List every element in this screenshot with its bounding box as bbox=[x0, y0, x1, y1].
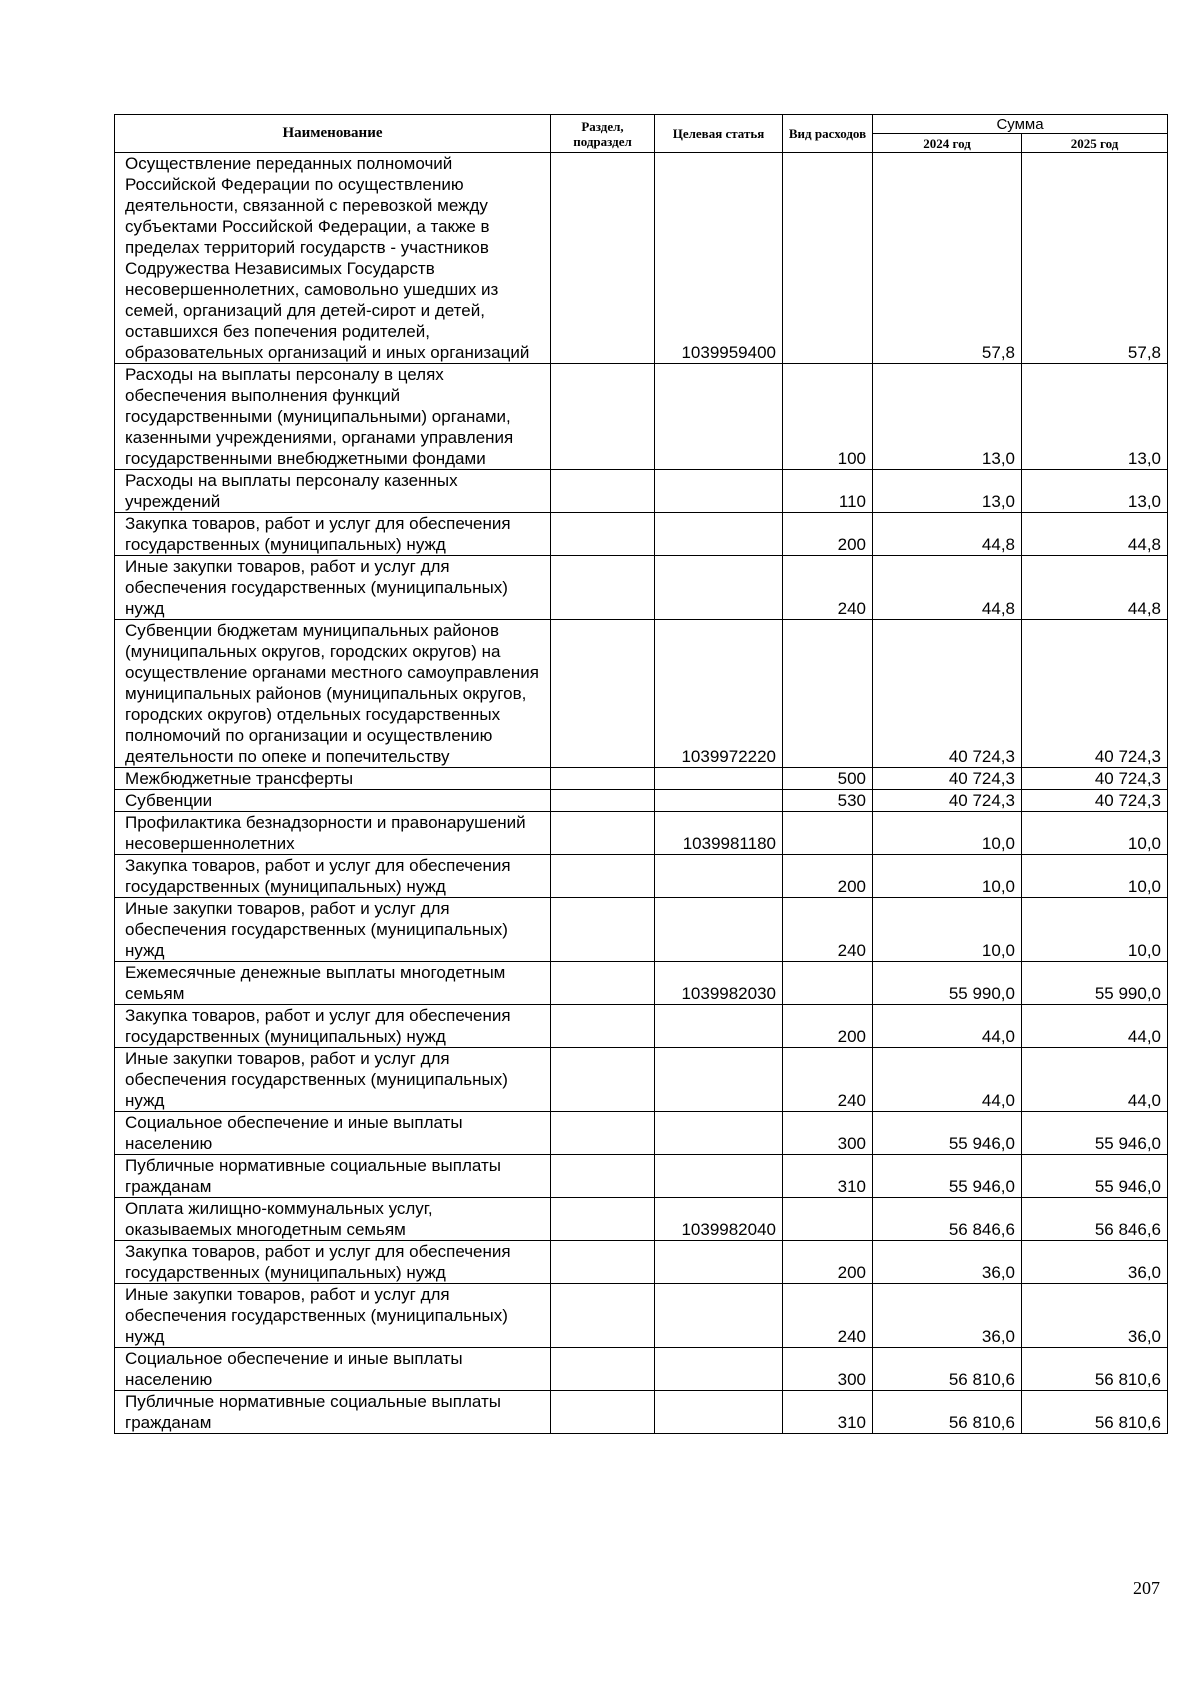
row-target-article bbox=[655, 1348, 783, 1391]
row-sum-2025: 10,0 bbox=[1022, 898, 1168, 962]
row-section bbox=[551, 1348, 655, 1391]
row-section bbox=[551, 1391, 655, 1434]
page-number: 207 bbox=[1133, 1578, 1160, 1598]
row-sum-2025: 13,0 bbox=[1022, 470, 1168, 513]
row-sum-2024: 10,0 bbox=[873, 812, 1022, 855]
row-target-article bbox=[655, 1284, 783, 1348]
table-row bbox=[115, 1284, 1168, 1348]
row-sum-2025: 44,0 bbox=[1022, 1005, 1168, 1048]
table-row bbox=[115, 1112, 1168, 1155]
row-sum-2024: 36,0 bbox=[873, 1284, 1022, 1348]
row-target-article: 1039982030 bbox=[655, 962, 783, 1005]
table-header bbox=[115, 115, 1168, 153]
header-sum: Сумма bbox=[873, 115, 1168, 134]
row-name: Социальное обеспечение и иные выплаты населению bbox=[115, 1348, 551, 1391]
row-sum-2025: 10,0 bbox=[1022, 812, 1168, 855]
row-target-article bbox=[655, 855, 783, 898]
row-target-article: 1039982040 bbox=[655, 1198, 783, 1241]
row-expense-kind: 310 bbox=[783, 1391, 873, 1434]
table-row bbox=[115, 556, 1168, 620]
header-name: Наименование bbox=[115, 115, 551, 153]
row-name: Расходы на выплаты персоналу в целях обеспечения выполнения функций государственными (муниципальными) органами, казенными учреждениями, органами управления государственными внебюджетными фондами bbox=[115, 364, 551, 470]
row-name: Закупка товаров, работ и услуг для обеспечения государственных (муниципальных) нужд bbox=[115, 1005, 551, 1048]
row-expense-kind: 110 bbox=[783, 470, 873, 513]
row-section bbox=[551, 513, 655, 556]
row-section bbox=[551, 1241, 655, 1284]
table-body bbox=[115, 153, 1168, 1434]
row-expense-kind bbox=[783, 1198, 873, 1241]
row-section bbox=[551, 1198, 655, 1241]
row-target-article bbox=[655, 556, 783, 620]
row-target-article: 1039959400 bbox=[655, 153, 783, 364]
table-row bbox=[115, 1391, 1168, 1434]
row-sum-2025: 55 946,0 bbox=[1022, 1112, 1168, 1155]
table-row bbox=[115, 790, 1168, 812]
row-section bbox=[551, 364, 655, 470]
table-row bbox=[115, 513, 1168, 556]
row-name: Оплата жилищно-коммунальных услуг, оказываемых многодетным семьям bbox=[115, 1198, 551, 1241]
row-sum-2025: 56 810,6 bbox=[1022, 1391, 1168, 1434]
row-target-article: 1039972220 bbox=[655, 620, 783, 768]
row-section bbox=[551, 1155, 655, 1198]
row-sum-2024: 40 724,3 bbox=[873, 620, 1022, 768]
row-sum-2024: 44,8 bbox=[873, 556, 1022, 620]
row-expense-kind: 240 bbox=[783, 1048, 873, 1112]
row-target-article bbox=[655, 1005, 783, 1048]
row-sum-2025: 10,0 bbox=[1022, 855, 1168, 898]
row-section bbox=[551, 790, 655, 812]
row-section bbox=[551, 1048, 655, 1112]
row-sum-2025: 36,0 bbox=[1022, 1284, 1168, 1348]
row-sum-2025: 40 724,3 bbox=[1022, 768, 1168, 790]
row-name: Публичные нормативные социальные выплаты гражданам bbox=[115, 1391, 551, 1434]
row-sum-2024: 56 810,6 bbox=[873, 1348, 1022, 1391]
table-row bbox=[115, 1155, 1168, 1198]
row-section bbox=[551, 1005, 655, 1048]
row-sum-2025: 40 724,3 bbox=[1022, 620, 1168, 768]
row-name: Субвенции бюджетам муниципальных районов (муниципальных округов, городских округов) на осуществление органами местного самоуправления муниципальных районов (муниципальных округов, городских округов) отдельных государственных полномочий по организации и осуществлению деятельности по опеке и попечительству bbox=[115, 620, 551, 768]
row-sum-2025: 40 724,3 bbox=[1022, 790, 1168, 812]
row-sum-2024: 44,8 bbox=[873, 513, 1022, 556]
row-expense-kind bbox=[783, 620, 873, 768]
row-expense-kind: 500 bbox=[783, 768, 873, 790]
row-section bbox=[551, 812, 655, 855]
row-name: Иные закупки товаров, работ и услуг для обеспечения государственных (муниципальных) нужд bbox=[115, 1048, 551, 1112]
row-sum-2025: 56 846,6 bbox=[1022, 1198, 1168, 1241]
row-sum-2025: 13,0 bbox=[1022, 364, 1168, 470]
row-sum-2024: 57,8 bbox=[873, 153, 1022, 364]
table-row bbox=[115, 1048, 1168, 1112]
table-row bbox=[115, 1241, 1168, 1284]
row-name: Закупка товаров, работ и услуг для обеспечения государственных (муниципальных) нужд bbox=[115, 855, 551, 898]
row-expense-kind: 530 bbox=[783, 790, 873, 812]
row-sum-2025: 55 946,0 bbox=[1022, 1155, 1168, 1198]
header-kind: Вид расходов bbox=[783, 115, 873, 153]
header-target: Целевая статья bbox=[655, 115, 783, 153]
row-target-article bbox=[655, 1391, 783, 1434]
row-target-article bbox=[655, 1155, 783, 1198]
row-name: Иные закупки товаров, работ и услуг для обеспечения государственных (муниципальных) нужд bbox=[115, 1284, 551, 1348]
row-section bbox=[551, 153, 655, 364]
table-row bbox=[115, 1348, 1168, 1391]
header-section: Раздел, подраздел bbox=[551, 115, 655, 153]
row-target-article bbox=[655, 513, 783, 556]
row-target-article bbox=[655, 364, 783, 470]
row-section bbox=[551, 620, 655, 768]
row-expense-kind: 300 bbox=[783, 1348, 873, 1391]
row-name: Публичные нормативные социальные выплаты гражданам bbox=[115, 1155, 551, 1198]
table-row bbox=[115, 812, 1168, 855]
row-expense-kind: 200 bbox=[783, 1241, 873, 1284]
row-name: Иные закупки товаров, работ и услуг для обеспечения государственных (муниципальных) нужд bbox=[115, 556, 551, 620]
row-sum-2024: 55 946,0 bbox=[873, 1155, 1022, 1198]
row-target-article bbox=[655, 790, 783, 812]
row-expense-kind bbox=[783, 962, 873, 1005]
row-sum-2025: 56 810,6 bbox=[1022, 1348, 1168, 1391]
row-expense-kind: 200 bbox=[783, 855, 873, 898]
table-row bbox=[115, 962, 1168, 1005]
row-sum-2024: 13,0 bbox=[873, 364, 1022, 470]
row-section bbox=[551, 1112, 655, 1155]
row-expense-kind: 200 bbox=[783, 1005, 873, 1048]
row-sum-2025: 57,8 bbox=[1022, 153, 1168, 364]
row-name: Закупка товаров, работ и услуг для обеспечения государственных (муниципальных) нужд bbox=[115, 1241, 551, 1284]
row-name: Социальное обеспечение и иные выплаты населению bbox=[115, 1112, 551, 1155]
row-sum-2025: 44,0 bbox=[1022, 1048, 1168, 1112]
row-sum-2024: 55 946,0 bbox=[873, 1112, 1022, 1155]
row-sum-2024: 40 724,3 bbox=[873, 790, 1022, 812]
row-section bbox=[551, 768, 655, 790]
row-target-article: 1039981180 bbox=[655, 812, 783, 855]
row-sum-2024: 55 990,0 bbox=[873, 962, 1022, 1005]
row-section bbox=[551, 1284, 655, 1348]
row-sum-2024: 56 810,6 bbox=[873, 1391, 1022, 1434]
row-target-article bbox=[655, 768, 783, 790]
row-name: Профилактика безнадзорности и правонарушений несовершеннолетних bbox=[115, 812, 551, 855]
row-expense-kind: 300 bbox=[783, 1112, 873, 1155]
row-expense-kind: 240 bbox=[783, 1284, 873, 1348]
table-row bbox=[115, 470, 1168, 513]
row-expense-kind: 240 bbox=[783, 898, 873, 962]
table-row bbox=[115, 855, 1168, 898]
table-row bbox=[115, 364, 1168, 470]
row-section bbox=[551, 855, 655, 898]
row-section bbox=[551, 898, 655, 962]
row-sum-2024: 10,0 bbox=[873, 898, 1022, 962]
row-expense-kind bbox=[783, 812, 873, 855]
row-sum-2025: 44,8 bbox=[1022, 513, 1168, 556]
row-sum-2024: 44,0 bbox=[873, 1005, 1022, 1048]
row-name: Субвенции bbox=[115, 790, 551, 812]
row-sum-2025: 36,0 bbox=[1022, 1241, 1168, 1284]
header-year-2025: 2025 год bbox=[1022, 134, 1168, 153]
row-target-article bbox=[655, 1241, 783, 1284]
row-sum-2025: 55 990,0 bbox=[1022, 962, 1168, 1005]
row-target-article bbox=[655, 898, 783, 962]
row-expense-kind: 100 bbox=[783, 364, 873, 470]
row-section bbox=[551, 470, 655, 513]
row-sum-2025: 44,8 bbox=[1022, 556, 1168, 620]
table-row bbox=[115, 768, 1168, 790]
table-row bbox=[115, 898, 1168, 962]
row-target-article bbox=[655, 1112, 783, 1155]
row-name: Межбюджетные трансферты bbox=[115, 768, 551, 790]
row-sum-2024: 13,0 bbox=[873, 470, 1022, 513]
row-target-article bbox=[655, 470, 783, 513]
table-row bbox=[115, 620, 1168, 768]
row-name: Закупка товаров, работ и услуг для обеспечения государственных (муниципальных) нужд bbox=[115, 513, 551, 556]
row-name: Иные закупки товаров, работ и услуг для обеспечения государственных (муниципальных) нужд bbox=[115, 898, 551, 962]
row-expense-kind: 200 bbox=[783, 513, 873, 556]
row-sum-2024: 56 846,6 bbox=[873, 1198, 1022, 1241]
row-sum-2024: 10,0 bbox=[873, 855, 1022, 898]
row-sum-2024: 36,0 bbox=[873, 1241, 1022, 1284]
row-name: Расходы на выплаты персоналу казенных учреждений bbox=[115, 470, 551, 513]
row-expense-kind: 240 bbox=[783, 556, 873, 620]
row-expense-kind: 310 bbox=[783, 1155, 873, 1198]
row-sum-2024: 40 724,3 bbox=[873, 768, 1022, 790]
row-sum-2024: 44,0 bbox=[873, 1048, 1022, 1112]
row-expense-kind bbox=[783, 153, 873, 364]
row-section bbox=[551, 556, 655, 620]
row-name: Осуществление переданных полномочий Российской Федерации по осуществлению деятельности, связанной с перевозкой между субъектами Российской Федерации, а также в пределах территорий государств - участников Содружества Независимых Государств несовершеннолетних, самовольно ушедших из семей, организаций для детей-сирот и детей, оставшихся без попечения родителей, образовательных организаций и иных организаций bbox=[115, 153, 551, 364]
budget-table bbox=[114, 114, 1168, 1434]
header-year-2024: 2024 год bbox=[873, 134, 1022, 153]
row-section bbox=[551, 962, 655, 1005]
table-row bbox=[115, 1005, 1168, 1048]
row-name: Ежемесячные денежные выплаты многодетным семьям bbox=[115, 962, 551, 1005]
table-row bbox=[115, 153, 1168, 364]
table-row bbox=[115, 1198, 1168, 1241]
row-target-article bbox=[655, 1048, 783, 1112]
